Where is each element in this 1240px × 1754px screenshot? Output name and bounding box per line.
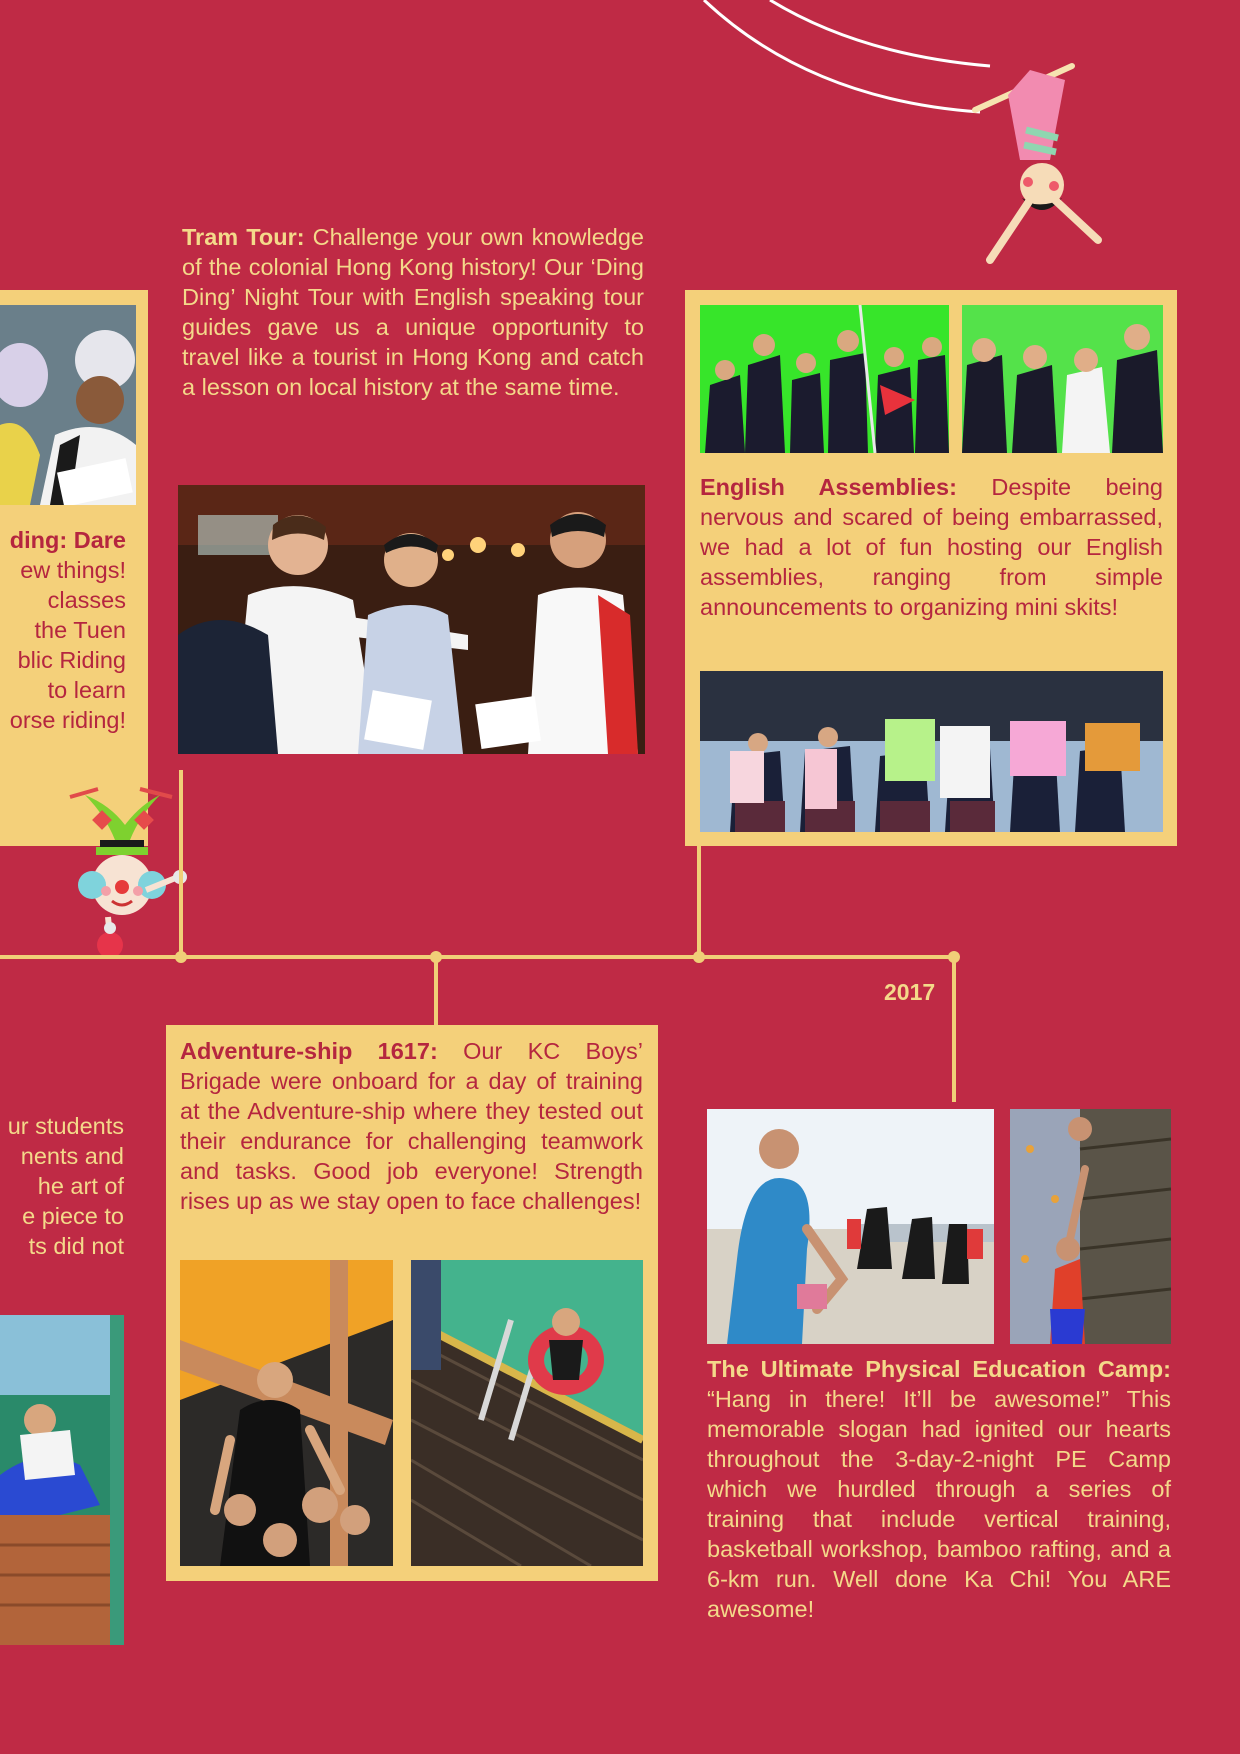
adventure-ship-photo-1	[180, 1260, 393, 1566]
adventure-ship-title: Adventure-ship 1617:	[180, 1038, 438, 1064]
english-assemblies-photo-1	[700, 305, 949, 453]
english-assemblies-photo-2	[962, 305, 1163, 453]
horse-riding-photo	[0, 305, 136, 505]
tram-tour-body: Challenge your own knowledge of the colonial Hong Kong history! Our ‘Ding Ding’ Night Tour with English speaking tour guides gave us a unique opportunity to travel like a tourist in Hong Kong and catch a lesson on local history at the same time.	[182, 224, 644, 400]
horse-riding-line: the Tuen	[34, 617, 126, 643]
pe-camp-photo-1	[707, 1109, 994, 1344]
left-fragment-line: ts did not	[28, 1233, 124, 1259]
left-fragment-line: nents and	[20, 1143, 124, 1169]
english-assemblies-body: Despite being nervous and scared of being embarrassed, we had a lot of fun hosting our English assemblies, ranging from simple announcements to organizing mini skits!	[700, 474, 1163, 620]
timeline-connector-tram	[179, 770, 183, 958]
left-fragment-line: he art of	[37, 1173, 124, 1199]
horse-riding-text	[0, 525, 126, 735]
tram-tour-title: Tram Tour:	[182, 224, 305, 250]
adventure-ship-photo-2	[411, 1260, 643, 1566]
timeline-node	[693, 951, 705, 963]
timeline-connector-assemblies	[697, 846, 701, 958]
left-fragment-text	[0, 1111, 124, 1261]
tram-tour-photo	[178, 485, 645, 754]
left-fragment-photo	[0, 1315, 124, 1645]
timeline-year: 2017	[884, 979, 936, 1005]
pe-camp-body: “Hang in there! It’ll be awesome!” This memorable slogan had ignited our hearts throughout the 3-day-2-night PE Camp which we hurdled through a series of training that include vertical training, basketball workshop, bamboo rafting, and a 6-km run. Well done Ka Chi! You ARE awesome!	[707, 1386, 1171, 1622]
pe-camp-photo-2	[1010, 1109, 1171, 1344]
pe-camp-text	[707, 1354, 1171, 1624]
timeline-node	[948, 951, 960, 963]
trapeze-acrobat-illustration	[690, 0, 1140, 280]
horse-riding-line: ding: Dare	[9, 527, 126, 553]
horse-riding-line: ew things!	[20, 557, 126, 583]
english-assemblies-title: English Assemblies:	[700, 474, 957, 500]
timeline-connector-adventure	[434, 957, 438, 1025]
timeline-node	[175, 951, 187, 963]
left-fragment-line: e piece to	[22, 1203, 124, 1229]
tram-tour-text	[182, 222, 644, 402]
adventure-ship-text	[180, 1036, 643, 1216]
clown-illustration	[60, 785, 195, 960]
timeline-connector-pe	[952, 957, 956, 1102]
adventure-ship-body: Our KC Boys’ Brigade were onboard for a day of training at the Adventure-ship where they tested out their endurance for challenging teamwork and tasks. Good job everyone! Strength rises up as we stay open to face challenges!	[180, 1038, 644, 1214]
horse-riding-line: classes	[47, 587, 126, 613]
horse-riding-line: blic Riding	[17, 647, 126, 673]
english-assemblies-photo-3	[700, 671, 1163, 832]
horse-riding-line: orse riding!	[9, 707, 126, 733]
timeline-node	[430, 951, 442, 963]
left-fragment-line: ur students	[7, 1113, 124, 1139]
timeline-main-line	[0, 955, 954, 959]
horse-riding-line: to learn	[47, 677, 126, 703]
english-assemblies-text	[700, 472, 1163, 622]
pe-camp-title: The Ultimate Physical Education Camp:	[707, 1356, 1171, 1382]
